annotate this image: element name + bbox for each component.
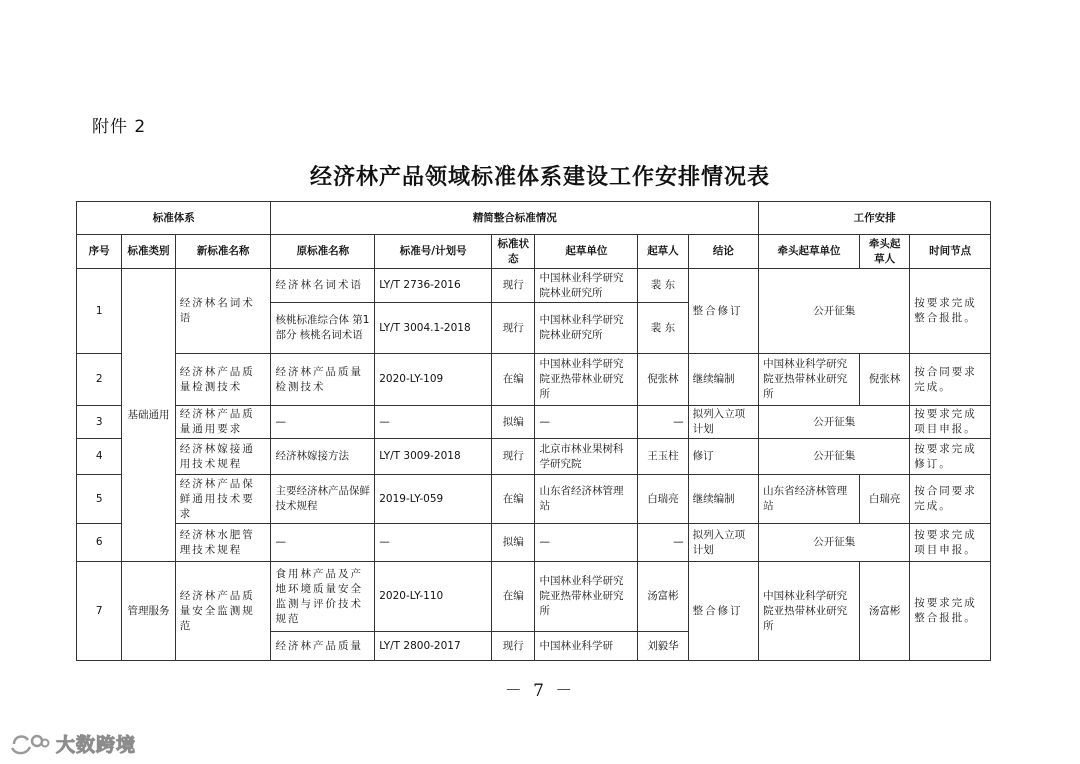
cell-new-name: 经济林产品质量通用要求 (175, 406, 271, 439)
cell-seq: 2 (77, 354, 122, 406)
cell-status: 拟编 (492, 406, 535, 439)
brand-logo-icon (10, 731, 50, 757)
cell-category: 基础通用 (122, 269, 175, 562)
cell-lead-unit: 中国林业科学研究院亚热带林业研究所 (759, 354, 860, 406)
cell-drafter: 倪张林 (638, 354, 688, 406)
cell-lead-unit: 中国林业科学研究院亚热带林业研究所 (759, 562, 860, 661)
cell-conclusion: 拟列入立项计划 (688, 524, 759, 562)
col-header-lead-drafter: 牵头起草人 (859, 235, 909, 269)
cell-std-no: 2019-LY-059 (375, 475, 492, 524)
page-title: 经济林产品领域标准体系建设工作安排情况表 (309, 164, 770, 190)
cell-conclusion: 继续编制 (688, 475, 759, 524)
cell-std-no: LY/T 2736-2016 (375, 269, 492, 303)
cell-seq: 6 (77, 524, 122, 562)
cell-lead-drafter: 汤富彬 (859, 562, 909, 661)
cell-lead-drafter: 白瑞亮 (859, 475, 909, 524)
cell-lead-drafter: 倪张林 (859, 354, 909, 406)
cell-drafter: 裴 东 (638, 303, 688, 354)
watermark-text: 大数跨境 (56, 734, 137, 756)
cell-status: 现行 (492, 303, 535, 354)
cell-lead-unit: 公开征集 (759, 269, 910, 354)
column-header-row (77, 235, 991, 269)
col-header-lead-unit: 牵头起草单位 (759, 235, 860, 269)
cell-drafter: 白瑞亮 (638, 475, 688, 524)
cell-std-no: 2020-LY-110 (375, 562, 492, 632)
cell-category: 管理服务 (122, 562, 175, 661)
cell-orig-name: 主要经济林产品保鲜技术规程 (271, 475, 375, 524)
cell-seq: 1 (77, 269, 122, 354)
col-header-std-no: 标准号/计划号 (375, 235, 492, 269)
cell-drafter: 裴 东 (638, 269, 688, 303)
cell-timeline: 按要求完成整合报批。 (910, 269, 991, 354)
group-header-system: 标准体系 (77, 202, 271, 235)
cell-conclusion: 拟列入立项计划 (688, 406, 759, 439)
col-header-status: 标准状态 (492, 235, 535, 269)
cell-timeline: 按合同要求完成。 (910, 475, 991, 524)
cell-new-name: 经济林产品质量安全监测规范 (175, 562, 271, 661)
cell-drafter: 王玉柱 (638, 439, 688, 475)
cell-conclusion: 整合修订 (688, 269, 759, 354)
cell-status: 现行 (492, 439, 535, 475)
cell-std-no: LY/T 3009-2018 (375, 439, 492, 475)
cell-status: 在编 (492, 354, 535, 406)
cell-new-name: 经济林产品质量检测技术 (175, 354, 271, 406)
cell-status: 拟编 (492, 524, 535, 562)
cell-orig-name: 经济林产品质量检测技术 (271, 354, 375, 406)
cell-new-name: 经济林产品保鲜通用技术要求 (175, 475, 271, 524)
cell-timeline: 按要求完成项目申报。 (910, 406, 991, 439)
cell-drafting-unit: — (535, 406, 638, 439)
cell-drafting-unit: 中国林业科学研 (535, 632, 638, 661)
watermark (10, 730, 136, 757)
table-row (77, 475, 991, 524)
table-row (77, 524, 991, 562)
cell-conclusion: 整合修订 (688, 562, 759, 661)
cell-timeline: 按要求完成整合报批。 (910, 562, 991, 661)
cell-orig-name: — (271, 406, 375, 439)
cell-std-no: LY/T 3004.1-2018 (375, 303, 492, 354)
cell-status: 在编 (492, 562, 535, 632)
page-number: － 7 － (504, 681, 576, 701)
cell-seq: 4 (77, 439, 122, 475)
table-row (77, 439, 991, 475)
cell-drafting-unit: 中国林业科学研究院亚热带林业研究所 (535, 354, 638, 406)
col-header-timeline: 时间节点 (910, 235, 991, 269)
table-row (77, 562, 991, 632)
cell-seq: 5 (77, 475, 122, 524)
col-header-orig-name: 原标准名称 (271, 235, 375, 269)
cell-lead-unit: 山东省经济林管理站 (759, 475, 860, 524)
attachment-label: 附件 2 (92, 117, 147, 137)
col-header-new-name: 新标准名称 (175, 235, 271, 269)
cell-drafting-unit: — (535, 524, 638, 562)
cell-timeline: 按要求完成修订。 (910, 439, 991, 475)
cell-lead-unit: 公开征集 (759, 439, 910, 475)
cell-orig-name: 核桃标准综合体 第1部分 核桃名词术语 (271, 303, 375, 354)
table-row (77, 406, 991, 439)
cell-status: 现行 (492, 269, 535, 303)
cell-timeline: 按要求完成项目申报。 (910, 524, 991, 562)
cell-drafting-unit: 中国林业科学研究院林业研究所 (535, 303, 638, 354)
cell-drafter: — (638, 524, 688, 562)
cell-orig-name: 经济林嫁接方法 (271, 439, 375, 475)
cell-seq: 7 (77, 562, 122, 661)
cell-status: 在编 (492, 475, 535, 524)
cell-lead-unit: 公开征集 (759, 406, 910, 439)
cell-drafter: 汤富彬 (638, 562, 688, 632)
cell-seq: 3 (77, 406, 122, 439)
cell-drafting-unit: 中国林业科学研究院亚热带林业研究所 (535, 562, 638, 632)
col-header-drafter: 起草人 (638, 235, 688, 269)
standards-table (76, 201, 991, 661)
cell-conclusion: 修订 (688, 439, 759, 475)
cell-new-name: 经济林名词术语 (175, 269, 271, 354)
cell-drafting-unit: 北京市林业果树科学研究院 (535, 439, 638, 475)
group-header-row (77, 202, 991, 235)
cell-drafting-unit: 中国林业科学研究院林业研究所 (535, 269, 638, 303)
cell-std-no: 2020-LY-109 (375, 354, 492, 406)
cell-new-name: 经济林嫁接通用技术规程 (175, 439, 271, 475)
col-header-drafting-unit: 起草单位 (535, 235, 638, 269)
table-row (77, 269, 991, 303)
cell-timeline: 按合同要求完成。 (910, 354, 991, 406)
cell-drafter: 刘毅华 (638, 632, 688, 661)
group-header-integration: 精简整合标准情况 (271, 202, 759, 235)
cell-std-no: — (375, 406, 492, 439)
cell-std-no: LY/T 2800-2017 (375, 632, 492, 661)
cell-orig-name: 经济林名词术语 (271, 269, 375, 303)
table-row (77, 354, 991, 406)
cell-status: 现行 (492, 632, 535, 661)
cell-drafter: — (638, 406, 688, 439)
col-header-conclusion: 结论 (688, 235, 759, 269)
group-header-work: 工作安排 (759, 202, 991, 235)
cell-conclusion: 继续编制 (688, 354, 759, 406)
cell-lead-unit: 公开征集 (759, 524, 910, 562)
col-header-seq: 序号 (77, 235, 122, 269)
cell-new-name: 经济林水肥管理技术规程 (175, 524, 271, 562)
col-header-category: 标准类别 (122, 235, 175, 269)
cell-orig-name: 食用林产品及产地环境质量安全监测与评价技术规范 (271, 562, 375, 632)
cell-orig-name: — (271, 524, 375, 562)
cell-drafting-unit: 山东省经济林管理站 (535, 475, 638, 524)
cell-orig-name: 经济林产品质量 (271, 632, 375, 661)
cell-std-no: — (375, 524, 492, 562)
